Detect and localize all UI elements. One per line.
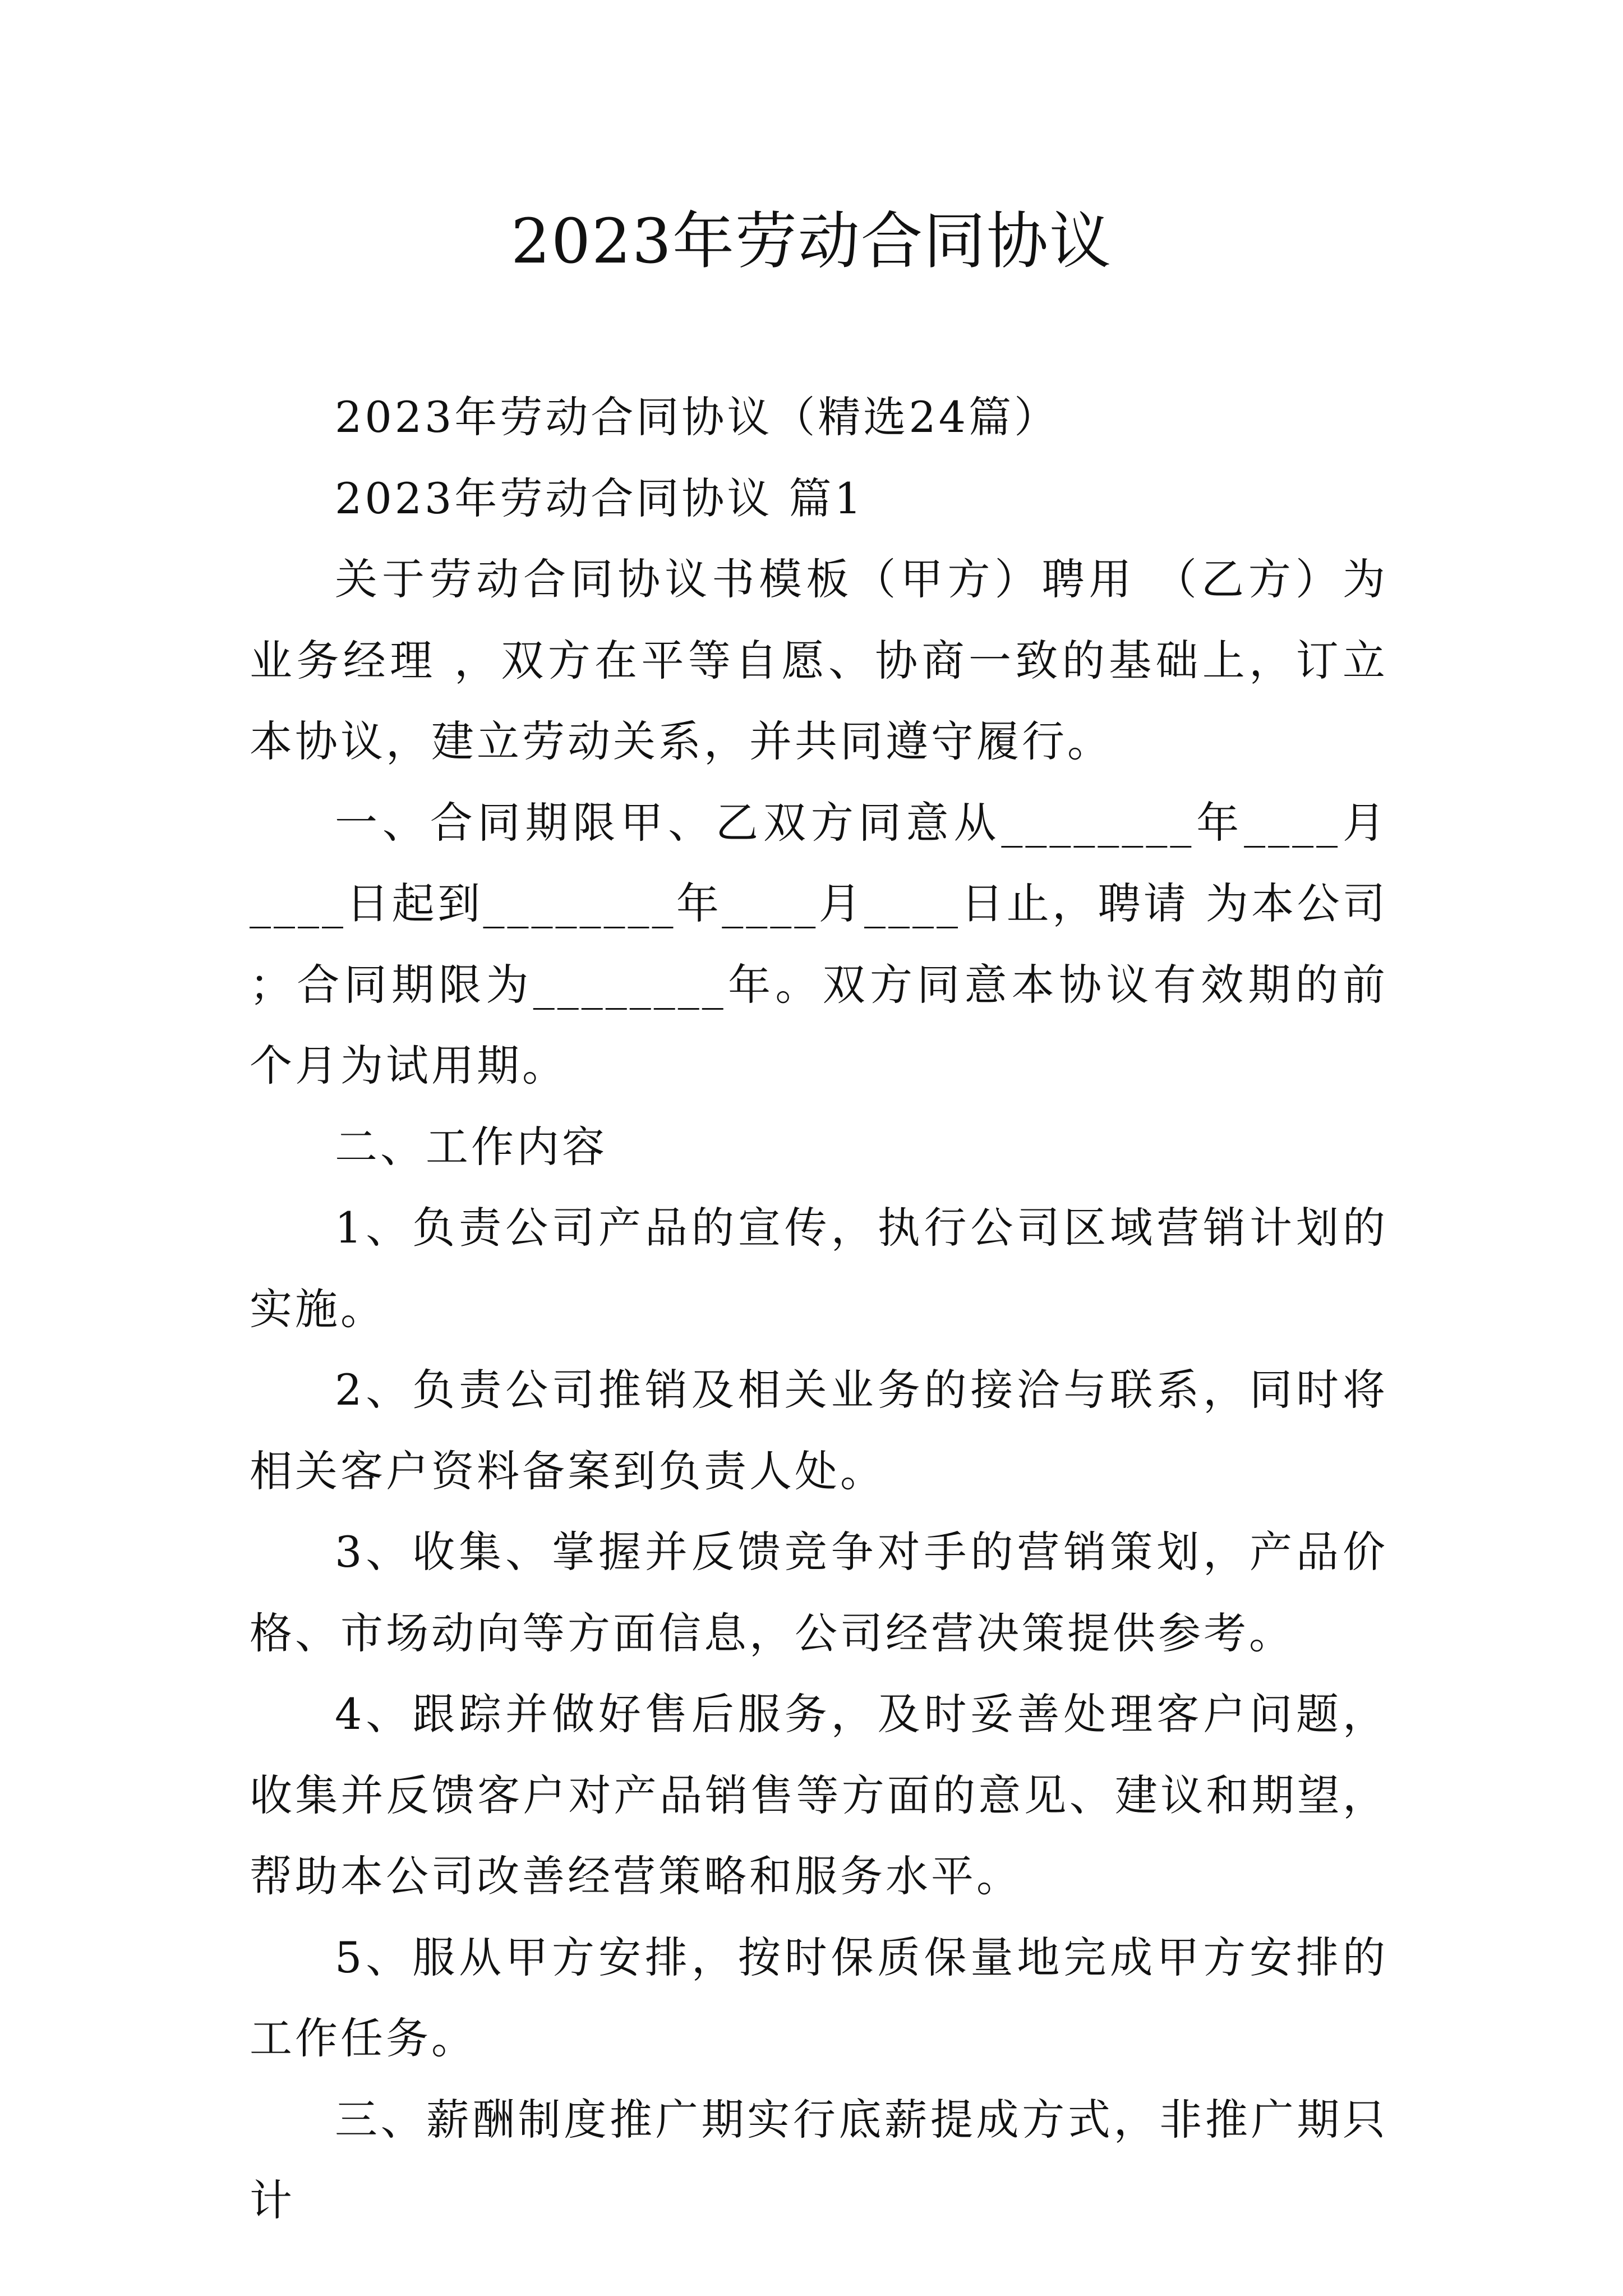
paragraph-subtitle: 2023年劳动合同协议（精选24篇） bbox=[335, 392, 1060, 442]
paragraph-duty-4: 4、跟踪并做好售后服务，及时妥善处理客户问题，收集并反馈客户对产品销售等方面的意见、建议和期望，帮助本公司改善经营策略和服务水平。 bbox=[250, 1689, 1388, 1901]
paragraph-section-heading: 2023年劳动合同协议 篇1 bbox=[335, 473, 864, 523]
paragraph-work-content-heading: 二、工作内容 bbox=[335, 1121, 607, 1172]
paragraph-duty-2: 2、负责公司推销及相关业务的接洽与联系，同时将相关客户资料备案到负责人处。 bbox=[250, 1365, 1388, 1496]
paragraph-contract-term: 一、合同期限甲、乙双方同意从________年____月____日起到________年____月____日止，聘请 为本公司 ；合同期限为________年。双方同意本协议有效期的前 个月为试用期。 bbox=[250, 797, 1388, 1091]
paragraph-duty-3: 3、收集、掌握并反馈竞争对手的营销策划，产品价格、市场动向等方面信息，公司经营决策提供参考。 bbox=[250, 1527, 1388, 1658]
document-title: 2023年劳动合同协议 bbox=[511, 205, 1112, 277]
paragraph-duty-1: 1、负责公司产品的宣传，执行公司区域营销计划的实施。 bbox=[250, 1203, 1388, 1334]
paragraph-duty-5: 5、服从甲方安排，按时保质保量地完成甲方安排的工作任务。 bbox=[250, 1932, 1388, 2063]
document-body bbox=[250, 377, 1388, 2242]
paragraph-intro: 关于劳动合同协议书模板（甲方）聘用 （乙方）为 业务经理 ，双方在平等自愿、协商一致的基础上，订立本协议，建立劳动关系，并共同遵守履行。 bbox=[250, 554, 1388, 766]
paragraph-salary: 三、薪酬制度推广期实行底薪提成方式，非推广期只计 bbox=[250, 2094, 1388, 2225]
